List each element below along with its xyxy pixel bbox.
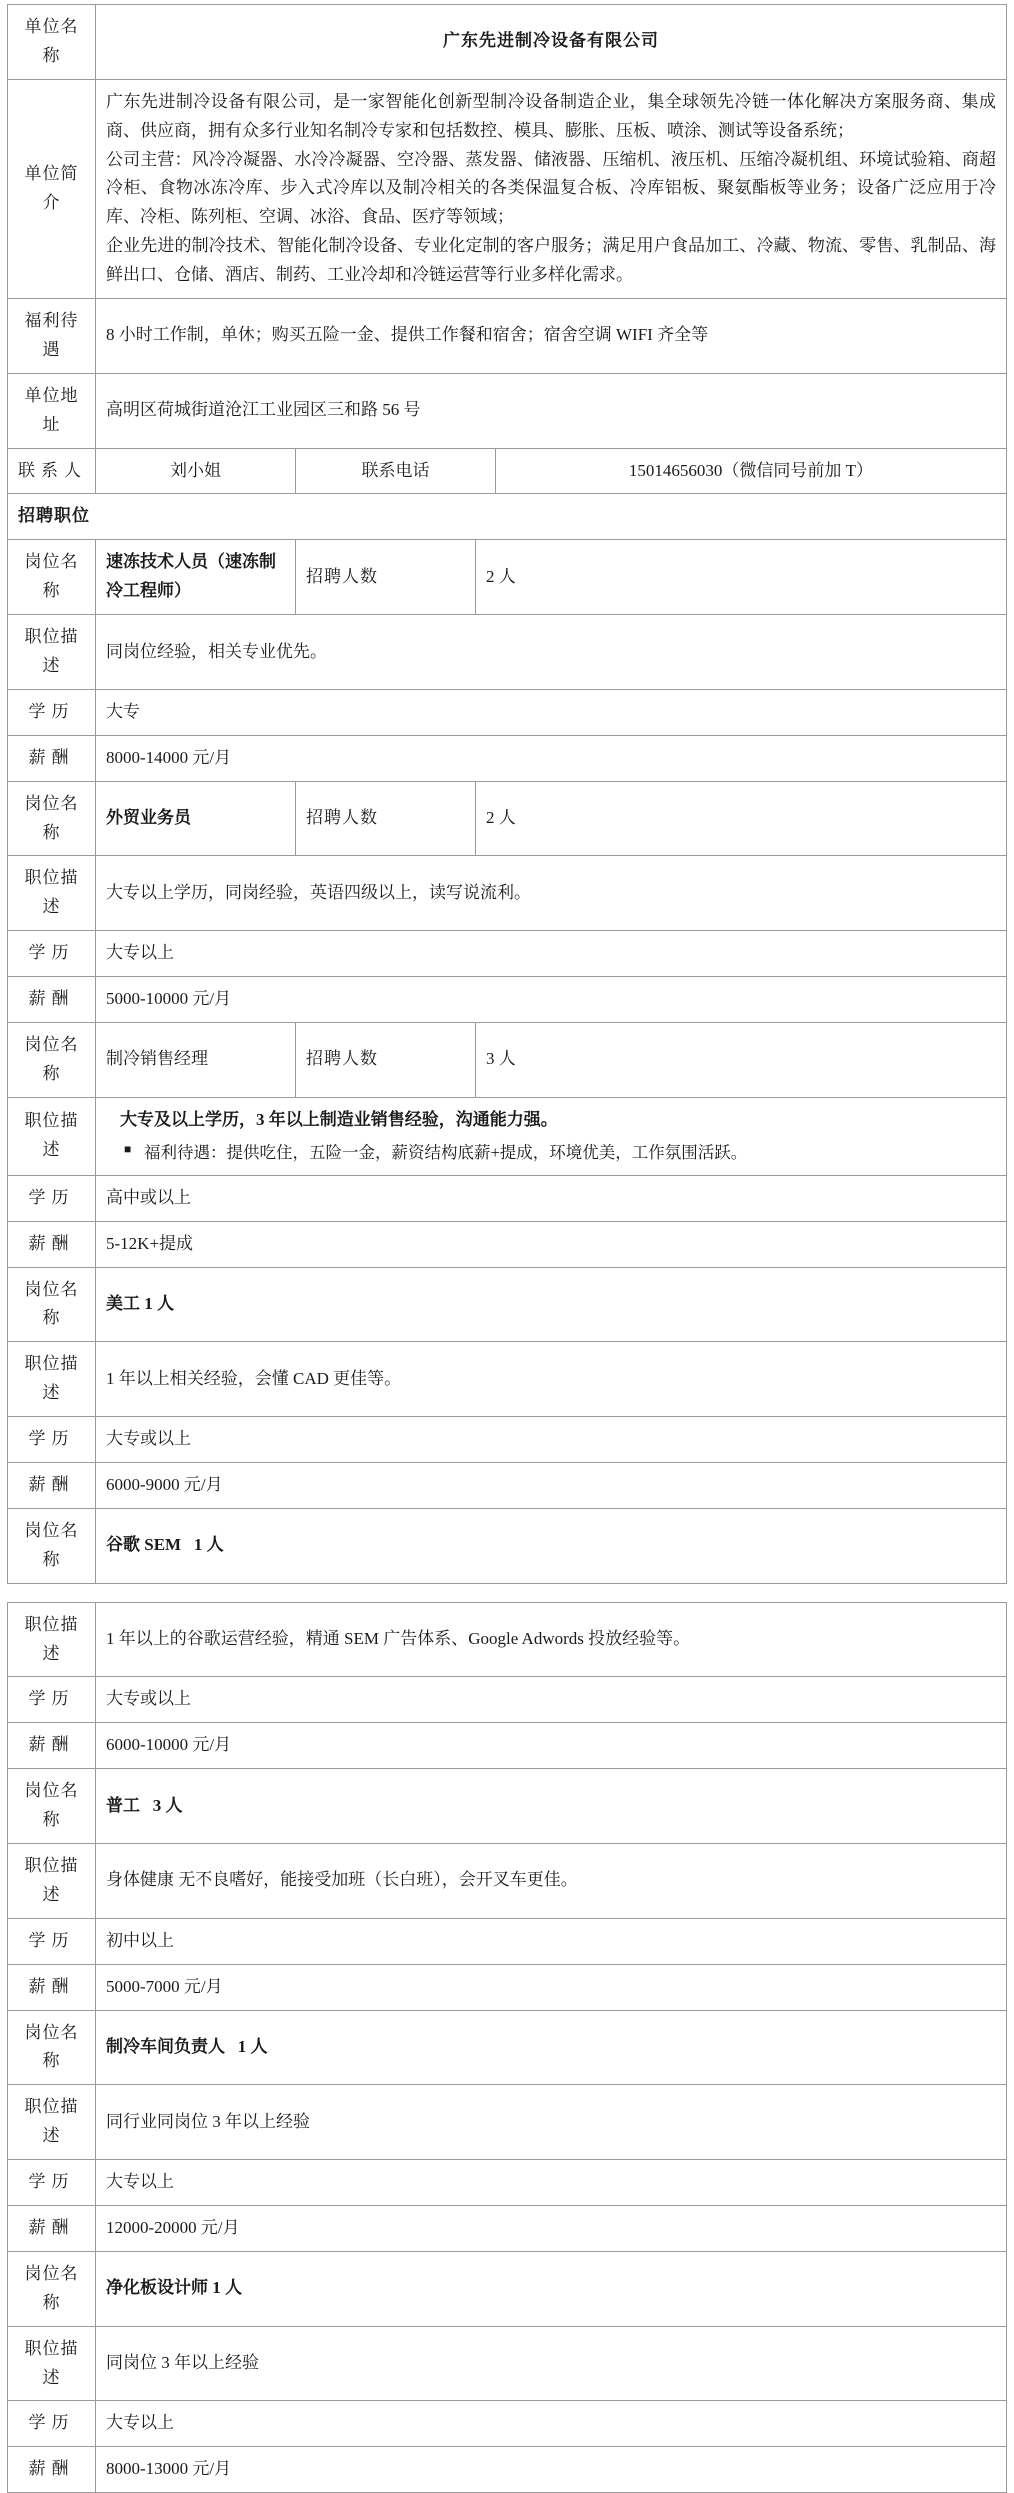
job-title-text: 普工 (106, 1795, 140, 1815)
table-row-job-salary (8, 2447, 1007, 2493)
job-salary-value: 5-12K+提成 (96, 1221, 1007, 1267)
job-title-value (96, 1508, 1007, 1583)
job-description-label: 职位描述 (8, 1097, 96, 1175)
job-description-value: 同岗位经验，相关专业优先。 (96, 615, 1007, 690)
job-education-label: 学历 (8, 2401, 96, 2447)
table-row-job-education (8, 2160, 1007, 2206)
job-title-label: 岗位名称 (8, 2251, 96, 2326)
hire-count-label: 招聘人数 (296, 1023, 476, 1098)
job-salary-value: 8000-14000 元/月 (96, 735, 1007, 781)
intro-paragraph: 广东先进制冷设备有限公司，是一家智能化创新型制冷设备制造企业，集全球领先冷链一体化解决方案服务商、集成商、供应商，拥有众多行业知名制冷专家和包括数控、模具、膨胀、压板、喷涂、测试等设备系统； (106, 91, 996, 140)
job-title-value (96, 2251, 1007, 2326)
job-description-label: 职位描述 (8, 2326, 96, 2401)
table-row-job-title (8, 1267, 1007, 1342)
table-row-job-title (8, 2251, 1007, 2326)
table-row-job-salary (8, 1964, 1007, 2010)
table-row-job-salary (8, 1723, 1007, 1769)
address-value: 高明区荷城街道沧江工业园区三和路 56 号 (96, 373, 1007, 448)
job-salary-value: 5000-10000 元/月 (96, 977, 1007, 1023)
table-row-job-education (8, 931, 1007, 977)
job-title-text: 净化板设计师 (106, 2278, 208, 2298)
table-row-job-title (8, 1508, 1007, 1583)
job-title-value: 外贸业务员 (96, 781, 296, 856)
job-title-label: 岗位名称 (8, 1508, 96, 1583)
hire-count-value: 2 人 (476, 781, 1007, 856)
contact-phone-label: 联系电话 (296, 448, 496, 494)
job-description-label: 职位描述 (8, 1844, 96, 1919)
table-row-job-salary (8, 2206, 1007, 2252)
job-table-4-title (7, 1508, 1007, 1584)
table-row-job-description (8, 615, 1007, 690)
job-table-7 (7, 2251, 1007, 2493)
job-title-value (96, 1267, 1007, 1342)
job-description-value (96, 1097, 1007, 1175)
table-row-job-education (8, 1677, 1007, 1723)
welfare-label: 福利待遇 (8, 299, 96, 374)
job-salary-label: 薪酬 (8, 735, 96, 781)
job-title-label: 岗位名称 (8, 540, 96, 615)
description-bullet-list (120, 1139, 996, 1167)
job-count-text: 3 人 (152, 1795, 183, 1815)
job-title-label: 岗位名称 (8, 781, 96, 856)
job-salary-value: 12000-20000 元/月 (96, 2206, 1007, 2252)
positions-section-header-table (7, 493, 1007, 540)
job-table-5 (7, 1768, 1007, 2010)
job-table-3 (7, 1267, 1007, 1509)
job-education-label: 学历 (8, 689, 96, 735)
job-salary-label: 薪酬 (8, 1463, 96, 1509)
job-description-label: 职位描述 (8, 615, 96, 690)
job-table-6 (7, 2010, 1007, 2252)
job-education-value: 大专或以上 (96, 1677, 1007, 1723)
hire-count-label: 招聘人数 (296, 540, 476, 615)
job-count-text: 1 人 (193, 1535, 224, 1555)
document-page (0, 4, 1014, 2493)
intro-paragraph: 企业先进的制冷技术、智能化制冷设备、专业化定制的客户服务；满足用户食品加工、冷藏、物流、零售、乳制品、海鲜出口、仓储、酒店、制药、工业冷却和冷链运营等行业多样化需求。 (106, 236, 996, 285)
hire-count-label: 招聘人数 (296, 781, 476, 856)
contact-person-value: 刘小姐 (96, 448, 296, 494)
job-education-label: 学历 (8, 931, 96, 977)
table-row-job-salary (8, 1221, 1007, 1267)
table-row-job-education (8, 2401, 1007, 2447)
contact-person-label: 联系人 (8, 448, 96, 494)
table-row-job-education (8, 689, 1007, 735)
hire-count-value: 2 人 (476, 540, 1007, 615)
company-intro-value (96, 79, 1007, 298)
company-name-label: 单位名称 (8, 5, 96, 80)
company-name-value: 广东先进制冷设备有限公司 (96, 5, 1007, 80)
description-lead: 大专及以上学历，3 年以上制造业销售经验，沟通能力强。 (120, 1109, 558, 1129)
job-description-value: 身体健康 无不良嗜好，能接受加班（长白班），会开叉车更佳。 (96, 1844, 1007, 1919)
job-education-value: 大专以上 (96, 931, 1007, 977)
job-table-1 (7, 781, 1007, 1023)
table-row-job-description (8, 1342, 1007, 1417)
company-info-table (7, 4, 1007, 449)
table-row-job-title (8, 2010, 1007, 2085)
job-salary-label: 薪酬 (8, 977, 96, 1023)
contact-table (7, 448, 1007, 495)
table-row-welfare (8, 299, 1007, 374)
table-row-address (8, 373, 1007, 448)
job-title-label: 岗位名称 (8, 1267, 96, 1342)
job-title-text: 美工 (106, 1293, 140, 1313)
job-title-value: 速冻技术人员（速冻制冷工程师） (96, 540, 296, 615)
job-title-value: 制冷销售经理 (96, 1023, 296, 1098)
table-row-job-education (8, 1175, 1007, 1221)
job-description-value: 1 年以上相关经验，会懂 CAD 更佳等。 (96, 1342, 1007, 1417)
table-row-company-name (8, 5, 1007, 80)
job-salary-value: 8000-13000 元/月 (96, 2447, 1007, 2493)
job-table-4-body (7, 1602, 1007, 1770)
job-education-value: 大专以上 (96, 2160, 1007, 2206)
job-table-0 (7, 539, 1007, 781)
job-education-label: 学历 (8, 1175, 96, 1221)
job-salary-label: 薪酬 (8, 1221, 96, 1267)
job-description-value: 同行业同岗位 3 年以上经验 (96, 2085, 1007, 2160)
description-bullet-block (106, 1106, 996, 1167)
description-bullet-item: ■ 福利待遇：提供吃住，五险一金，薪资结构底薪+提成，环境优美，工作氛围活跃。 (144, 1139, 996, 1167)
table-row-job-title (8, 1769, 1007, 1844)
job-count-text: 1 人 (144, 1293, 174, 1313)
job-title-label: 岗位名称 (8, 1023, 96, 1098)
table-row-job-title (8, 1023, 1007, 1098)
table-row-job-salary (8, 1463, 1007, 1509)
address-label: 单位地址 (8, 373, 96, 448)
job-salary-value: 6000-9000 元/月 (96, 1463, 1007, 1509)
job-education-value: 大专以上 (96, 2401, 1007, 2447)
job-count-text: 1 人 (212, 2278, 242, 2298)
job-description-value: 大专以上学历，同岗经验，英语四级以上，读写说流利。 (96, 856, 1007, 931)
table-row-section-title (8, 494, 1007, 540)
page-break-gap (0, 1584, 1014, 1598)
table-row-job-title (8, 540, 1007, 615)
job-count-text: 1 人 (237, 2037, 268, 2057)
job-salary-value: 5000-7000 元/月 (96, 1964, 1007, 2010)
job-salary-label: 薪酬 (8, 2206, 96, 2252)
job-salary-label: 薪酬 (8, 1964, 96, 2010)
table-row-job-description (8, 856, 1007, 931)
job-education-value: 高中或以上 (96, 1175, 1007, 1221)
job-description-value: 1 年以上的谷歌运营经验，精通 SEM 广告体系、Google Adwords 投放经验等。 (96, 1602, 1007, 1677)
positions-section-title: 招聘职位 (8, 494, 1007, 540)
table-row-job-salary (8, 735, 1007, 781)
job-title-value (96, 2010, 1007, 2085)
table-row-job-education (8, 1918, 1007, 1964)
welfare-value: 8 小时工作制，单休；购买五险一金、提供工作餐和宿舍；宿舍空调 WIFI 齐全等 (96, 299, 1007, 374)
job-education-value: 大专 (96, 689, 1007, 735)
job-title-text: 谷歌 SEM (106, 1535, 182, 1555)
job-title-label: 岗位名称 (8, 1769, 96, 1844)
table-row-contact (8, 448, 1007, 494)
table-row-job-salary (8, 977, 1007, 1023)
table-row-job-education (8, 1417, 1007, 1463)
table-row-job-description (8, 2326, 1007, 2401)
table-row-job-description (8, 1602, 1007, 1677)
job-table-2 (7, 1022, 1007, 1268)
job-title-value (96, 1769, 1007, 1844)
job-description-label: 职位描述 (8, 1602, 96, 1677)
table-row-company-intro (8, 79, 1007, 298)
job-education-label: 学历 (8, 1677, 96, 1723)
job-education-label: 学历 (8, 1417, 96, 1463)
job-salary-value: 6000-10000 元/月 (96, 1723, 1007, 1769)
job-education-value: 初中以上 (96, 1918, 1007, 1964)
job-title-text: 制冷车间负责人 (106, 2037, 225, 2057)
hire-count-value: 3 人 (476, 1023, 1007, 1098)
job-description-label: 职位描述 (8, 1342, 96, 1417)
table-row-job-description (8, 2085, 1007, 2160)
job-title-label: 岗位名称 (8, 2010, 96, 2085)
job-education-label: 学历 (8, 2160, 96, 2206)
company-intro-label: 单位简介 (8, 79, 96, 298)
contact-phone-value: 15014656030（微信同号前加 T） (496, 448, 1007, 494)
table-row-job-description (8, 1844, 1007, 1919)
table-row-job-title (8, 781, 1007, 856)
job-education-value: 大专或以上 (96, 1417, 1007, 1463)
job-education-label: 学历 (8, 1918, 96, 1964)
job-salary-label: 薪酬 (8, 2447, 96, 2493)
job-description-label: 职位描述 (8, 2085, 96, 2160)
job-description-label: 职位描述 (8, 856, 96, 931)
job-description-value: 同岗位 3 年以上经验 (96, 2326, 1007, 2401)
job-salary-label: 薪酬 (8, 1723, 96, 1769)
table-row-job-description (8, 1097, 1007, 1175)
intro-paragraph: 公司主营：风冷冷凝器、水冷冷凝器、空冷器、蒸发器、储液器、压缩机、液压机、压缩冷凝机组、环境试验箱、商超冷柜、食物冰冻冷库、步入式冷库以及制冷相关的各类保温复合板、冷库铝板、聚氨酯板等业务；设备广泛应用于冷库、冷柜、陈列柜、空调、冰浴、食品、医疗等领域； (106, 149, 996, 227)
